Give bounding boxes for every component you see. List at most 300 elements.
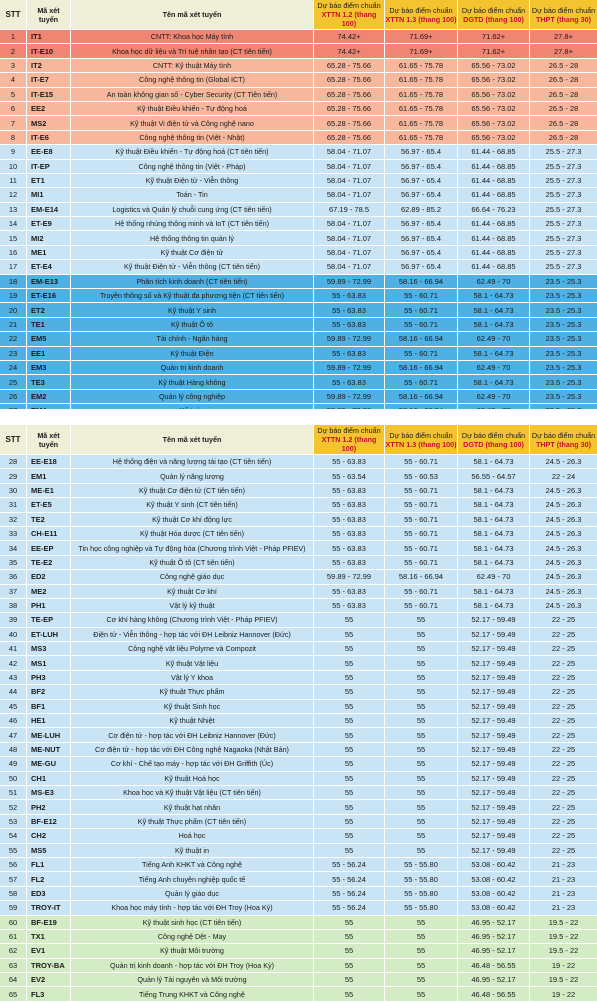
thpt-cell: 21 - 23 <box>530 887 597 901</box>
xttn-1-2-cell: 55 - 63.83 <box>314 484 385 498</box>
thpt-cell: 24.5 - 26.3 <box>530 484 597 498</box>
dgtd-cell: 46.48 - 56.55 <box>458 959 530 973</box>
thpt-cell: 24.5 - 26.3 <box>530 527 597 541</box>
table-row <box>0 656 597 670</box>
header-xttn-1-3-sublabel: XTTN 1.3 (thang 100) <box>385 14 457 24</box>
name-cell: Tài chính - Ngân hàng <box>71 332 314 346</box>
dgtd-cell: 62.49 - 70 <box>458 275 530 289</box>
name-cell: Kỹ thuật hạt nhân <box>71 800 314 814</box>
name-cell: Tin học công nghiệp và Tự động hóa (Chương trình Việt - Pháp PFIEV) <box>71 541 314 555</box>
table-row <box>0 585 597 599</box>
thpt-cell: 22 - 25 <box>530 656 597 670</box>
thpt-cell: 19 - 22 <box>530 987 597 1001</box>
xttn-1-2-cell: 55 <box>314 829 385 843</box>
xttn-1-2-cell: 59.89 - 72.99 <box>314 390 385 404</box>
xttn-1-3-cell: 56.97 - 65.4 <box>385 145 458 159</box>
stt-cell: 9 <box>0 145 27 159</box>
xttn-1-3-cell: 61.65 - 75.78 <box>385 88 458 102</box>
name-cell: Kỹ thuật Hoá học <box>71 772 314 786</box>
xttn-1-3-cell: 55 - 60.71 <box>385 498 458 512</box>
stt-cell: 17 <box>0 260 27 274</box>
code-cell: EM-E13 <box>27 275 71 289</box>
thpt-cell: 23.5 - 25.3 <box>530 347 597 361</box>
code-cell: PH2 <box>27 800 71 814</box>
dgtd-cell: 65.56 - 73.02 <box>458 59 530 73</box>
stt-cell: 57 <box>0 872 27 886</box>
xttn-1-3-cell: 61.65 - 75.78 <box>385 59 458 73</box>
table-row <box>0 887 597 901</box>
dgtd-cell: 62.49 - 70 <box>458 390 530 404</box>
table-row <box>0 174 597 188</box>
dgtd-cell: 53.08 - 60.42 <box>458 887 530 901</box>
table-row <box>0 987 597 1001</box>
dgtd-cell: 58.1 - 64.73 <box>458 318 530 332</box>
name-cell: Kỹ thuật Điều khiển - Tự động hoá <box>71 102 314 116</box>
xttn-1-2-cell: 55 <box>314 844 385 858</box>
code-cell: EM3 <box>27 361 71 375</box>
name-cell: CNTT: Kỹ thuật Máy tính <box>71 59 314 73</box>
thpt-cell: 22 - 24 <box>530 469 597 483</box>
xttn-1-3-cell: 58.16 - 66.94 <box>385 275 458 289</box>
name-cell: Khoa học dữ liệu và Trí tuệ nhân tạo (CT tiên tiến) <box>71 44 314 58</box>
stt-cell: 25 <box>0 375 27 389</box>
name-cell: Kỹ thuật Điện tử - Viễn thông <box>71 174 314 188</box>
xttn-1-2-cell: 74.42+ <box>314 44 385 58</box>
header-forecast-label: Dự báo điểm chuẩn <box>389 5 453 15</box>
stt-cell: 60 <box>0 916 27 930</box>
stt-cell: 61 <box>0 930 27 944</box>
dgtd-cell: 56.55 - 64.57 <box>458 469 530 483</box>
code-cell: BF-E12 <box>27 815 71 829</box>
xttn-1-2-cell: 58.04 - 71.07 <box>314 217 385 231</box>
header-code: Mã xét tuyển <box>27 0 71 30</box>
table-row <box>0 944 597 958</box>
stt-cell: 43 <box>0 671 27 685</box>
table-row <box>0 289 597 303</box>
xttn-1-2-cell: 55 <box>314 714 385 728</box>
stt-cell: 45 <box>0 700 27 714</box>
xttn-1-3-cell: 55 <box>385 944 458 958</box>
table-separator <box>0 409 597 425</box>
xttn-1-2-cell: 55 - 63.83 <box>314 318 385 332</box>
xttn-1-2-cell: 55 - 63.83 <box>314 347 385 361</box>
dgtd-cell: 58.1 - 64.73 <box>458 527 530 541</box>
stt-cell: 5 <box>0 88 27 102</box>
xttn-1-3-cell: 55 <box>385 613 458 627</box>
table-row <box>0 484 597 498</box>
dgtd-cell: 61.44 - 68.85 <box>458 260 530 274</box>
table-header-row <box>0 425 597 455</box>
xttn-1-2-cell: 55 - 56.24 <box>314 887 385 901</box>
name-cell: Công nghệ Dệt - May <box>71 930 314 944</box>
xttn-1-2-cell: 59.89 - 72.99 <box>314 332 385 346</box>
table-row <box>0 116 597 130</box>
dgtd-cell: 52.17 - 59.49 <box>458 800 530 814</box>
header-xttn-1-3 <box>385 0 458 30</box>
dgtd-cell: 71.62+ <box>458 30 530 44</box>
dgtd-cell: 58.1 - 64.73 <box>458 498 530 512</box>
stt-cell: 8 <box>0 131 27 145</box>
xttn-1-3-cell: 55 <box>385 642 458 656</box>
xttn-1-3-cell: 55 <box>385 959 458 973</box>
xttn-1-3-cell: 58.16 - 66.94 <box>385 361 458 375</box>
thpt-cell: 24.5 - 26.3 <box>530 599 597 613</box>
stt-cell: 32 <box>0 513 27 527</box>
table-row <box>0 145 597 159</box>
name-cell: Tiếng Trung KHKT và Công nghệ <box>71 987 314 1001</box>
code-cell: EM2 <box>27 390 71 404</box>
table-row <box>0 844 597 858</box>
thpt-cell: 19.5 - 22 <box>530 944 597 958</box>
xttn-1-3-cell: 55 <box>385 743 458 757</box>
stt-cell: 41 <box>0 642 27 656</box>
dgtd-cell: 52.17 - 59.49 <box>458 743 530 757</box>
table-row <box>0 930 597 944</box>
xttn-1-3-cell: 55 <box>385 829 458 843</box>
code-cell: ED3 <box>27 887 71 901</box>
table-row <box>0 30 597 44</box>
thpt-cell: 24.5 - 26.3 <box>530 541 597 555</box>
stt-cell: 65 <box>0 987 27 1001</box>
stt-cell: 53 <box>0 815 27 829</box>
thpt-cell: 22 - 25 <box>530 829 597 843</box>
code-cell: ME2 <box>27 585 71 599</box>
name-cell: Toán - Tin <box>71 188 314 202</box>
xttn-1-3-cell: 55 <box>385 844 458 858</box>
code-cell: EV1 <box>27 944 71 958</box>
table-row <box>0 700 597 714</box>
dgtd-cell: 52.17 - 59.49 <box>458 656 530 670</box>
header-stt: STT <box>0 0 27 30</box>
stt-cell: 44 <box>0 685 27 699</box>
code-cell: EM-E14 <box>27 203 71 217</box>
xttn-1-2-cell: 58.04 - 71.07 <box>314 231 385 245</box>
dgtd-cell: 58.1 - 64.73 <box>458 347 530 361</box>
stt-cell: 24 <box>0 361 27 375</box>
header-stt: STT <box>0 425 27 455</box>
thpt-cell: 24.5 - 26.3 <box>530 498 597 512</box>
table-row <box>0 203 597 217</box>
name-cell: Quản lý Tài nguyên và Môi trường <box>71 973 314 987</box>
code-cell: ME-LUH <box>27 728 71 742</box>
xttn-1-3-cell: 55 - 60.71 <box>385 303 458 317</box>
thpt-cell: 24.5 - 26.3 <box>530 556 597 570</box>
stt-cell: 59 <box>0 901 27 915</box>
xttn-1-2-cell: 55 <box>314 800 385 814</box>
thpt-cell: 21 - 23 <box>530 901 597 915</box>
xttn-1-3-cell: 55 - 60.71 <box>385 375 458 389</box>
name-cell: Tiếng Anh chuyên nghiệp quốc tế <box>71 872 314 886</box>
dgtd-cell: 62.49 - 70 <box>458 570 530 584</box>
code-cell: EE-E18 <box>27 455 71 469</box>
code-cell: ME1 <box>27 246 71 260</box>
header-forecast-label: Dự báo điểm chuẩn <box>317 1 381 10</box>
dgtd-cell: 46.95 - 52.17 <box>458 930 530 944</box>
thpt-cell: 23.5 - 25.3 <box>530 390 597 404</box>
dgtd-cell: 53.08 - 60.42 <box>458 872 530 886</box>
xttn-1-3-cell: 55 <box>385 714 458 728</box>
stt-cell: 19 <box>0 289 27 303</box>
code-cell: MS1 <box>27 656 71 670</box>
name-cell: Kỹ thuật Y sinh <box>71 303 314 317</box>
code-cell: EV2 <box>27 973 71 987</box>
thpt-cell: 22 - 25 <box>530 772 597 786</box>
xttn-1-3-cell: 55 <box>385 973 458 987</box>
xttn-1-2-cell: 55 <box>314 930 385 944</box>
name-cell: Hệ thống thông tin quản lý <box>71 231 314 245</box>
xttn-1-2-cell: 58.04 - 71.07 <box>314 260 385 274</box>
stt-cell: 4 <box>0 73 27 87</box>
table-row <box>0 513 597 527</box>
name-cell: Cơ điện tử - hợp tác với ĐH Công nghệ Nagaoka (Nhật Bản) <box>71 743 314 757</box>
table-row <box>0 714 597 728</box>
xttn-1-2-cell: 58.04 - 71.07 <box>314 174 385 188</box>
dgtd-cell: 61.44 - 68.85 <box>458 188 530 202</box>
xttn-1-3-cell: 55 - 60.71 <box>385 455 458 469</box>
table-row <box>0 728 597 742</box>
thpt-cell: 26.5 - 28 <box>530 102 597 116</box>
dgtd-cell: 46.95 - 52.17 <box>458 944 530 958</box>
dgtd-cell: 58.1 - 64.73 <box>458 585 530 599</box>
xttn-1-3-cell: 55 <box>385 757 458 771</box>
code-cell: MS2 <box>27 116 71 130</box>
dgtd-cell: 61.44 - 68.85 <box>458 174 530 188</box>
stt-cell: 18 <box>0 275 27 289</box>
stt-cell: 54 <box>0 829 27 843</box>
thpt-cell: 27.8+ <box>530 44 597 58</box>
xttn-1-2-cell: 55 - 63.83 <box>314 599 385 613</box>
thpt-cell: 22 - 25 <box>530 714 597 728</box>
xttn-1-2-cell: 55 - 63.54 <box>314 469 385 483</box>
xttn-1-2-cell: 59.89 - 72.99 <box>314 361 385 375</box>
table-row <box>0 541 597 555</box>
xttn-1-2-cell: 55 <box>314 815 385 829</box>
table-row <box>0 613 597 627</box>
table-row <box>0 318 597 332</box>
xttn-1-2-cell: 55 - 63.83 <box>314 289 385 303</box>
xttn-1-3-cell: 55 <box>385 930 458 944</box>
name-cell: Kỹ thuật Cơ khí động lực <box>71 513 314 527</box>
stt-cell: 31 <box>0 498 27 512</box>
name-cell: Công nghệ thông tin (Global ICT) <box>71 73 314 87</box>
xttn-1-3-cell: 55 - 60.71 <box>385 318 458 332</box>
dgtd-cell: 58.1 - 64.73 <box>458 556 530 570</box>
name-cell: Khoa học và Kỹ thuật Vật liệu (CT tiên tiến) <box>71 786 314 800</box>
dgtd-cell: 65.56 - 73.02 <box>458 131 530 145</box>
dgtd-cell: 53.08 - 60.42 <box>458 858 530 872</box>
dgtd-cell: 52.17 - 59.49 <box>458 714 530 728</box>
table-row <box>0 231 597 245</box>
table-row <box>0 347 597 361</box>
name-cell: Công nghệ thông tin (Việt - Pháp) <box>71 160 314 174</box>
name-cell: Quản lý năng lượng <box>71 469 314 483</box>
stt-cell: 48 <box>0 743 27 757</box>
dgtd-cell: 46.95 - 52.17 <box>458 973 530 987</box>
dgtd-cell: 52.17 - 59.49 <box>458 728 530 742</box>
xttn-1-2-cell: 55 - 56.24 <box>314 901 385 915</box>
xttn-1-2-cell: 55 - 56.24 <box>314 872 385 886</box>
code-cell: ME-NUT <box>27 743 71 757</box>
table-row <box>0 570 597 584</box>
code-cell: MI1 <box>27 188 71 202</box>
dgtd-cell: 52.17 - 59.49 <box>458 829 530 843</box>
stt-cell: 37 <box>0 585 27 599</box>
header-thpt <box>530 0 597 30</box>
xttn-1-2-cell: 65.28 - 75.66 <box>314 116 385 130</box>
thpt-cell: 22 - 25 <box>530 613 597 627</box>
table-row <box>0 671 597 685</box>
header-forecast-label: Dự báo điểm chuẩn <box>389 430 453 440</box>
xttn-1-3-cell: 56.97 - 65.4 <box>385 231 458 245</box>
table-row <box>0 59 597 73</box>
dgtd-cell: 61.44 - 68.85 <box>458 231 530 245</box>
code-cell: IT-EP <box>27 160 71 174</box>
name-cell: Hoá học <box>71 829 314 843</box>
thpt-cell: 21 - 23 <box>530 858 597 872</box>
xttn-1-2-cell: 65.28 - 75.66 <box>314 59 385 73</box>
thpt-cell: 22 - 25 <box>530 815 597 829</box>
dgtd-cell: 46.48 - 56.55 <box>458 987 530 1001</box>
thpt-cell: 22 - 25 <box>530 743 597 757</box>
header-forecast-label: Dự báo điểm chuẩn <box>531 430 596 440</box>
xttn-1-3-cell: 56.97 - 65.4 <box>385 174 458 188</box>
name-cell: Hệ thống nhúng thông minh và IoT (CT tiên tiến) <box>71 217 314 231</box>
stt-cell: 63 <box>0 959 27 973</box>
code-cell: BF-E19 <box>27 916 71 930</box>
dgtd-cell: 52.17 - 59.49 <box>458 613 530 627</box>
code-cell: MI2 <box>27 231 71 245</box>
xttn-1-3-cell: 61.65 - 75.78 <box>385 131 458 145</box>
thpt-cell: 25.5 - 27.3 <box>530 260 597 274</box>
thpt-cell: 24.5 - 26.3 <box>530 455 597 469</box>
code-cell: EE-E8 <box>27 145 71 159</box>
xttn-1-2-cell: 65.28 - 75.66 <box>314 102 385 116</box>
header-dgtd <box>458 425 530 455</box>
table-row <box>0 800 597 814</box>
table-row <box>0 498 597 512</box>
table-row <box>0 829 597 843</box>
dgtd-cell: 52.17 - 59.49 <box>458 685 530 699</box>
xttn-1-3-cell: 55 - 60.71 <box>385 541 458 555</box>
name-cell: Cơ khí hàng không (Chương trình Việt - Pháp PFIEV) <box>71 613 314 627</box>
dgtd-cell: 62.49 - 70 <box>458 332 530 346</box>
xttn-1-3-cell: 56.97 - 65.4 <box>385 260 458 274</box>
table-row <box>0 959 597 973</box>
code-cell: ME-GU <box>27 757 71 771</box>
stt-cell: 29 <box>0 469 27 483</box>
thpt-cell: 23.5 - 25.3 <box>530 275 597 289</box>
stt-cell: 38 <box>0 599 27 613</box>
xttn-1-2-cell: 55 - 63.83 <box>314 541 385 555</box>
code-cell: PH3 <box>27 671 71 685</box>
table-row <box>0 361 597 375</box>
xttn-1-2-cell: 74.42+ <box>314 30 385 44</box>
code-cell: BF2 <box>27 685 71 699</box>
xttn-1-3-cell: 55 - 55.80 <box>385 887 458 901</box>
xttn-1-2-cell: 55 <box>314 628 385 642</box>
code-cell: IT1 <box>27 30 71 44</box>
code-cell: FL1 <box>27 858 71 872</box>
dgtd-cell: 52.17 - 59.49 <box>458 786 530 800</box>
name-cell: Công nghệ thông tin (Việt - Nhật) <box>71 131 314 145</box>
name-cell: Kỹ thuật sinh học (CT tiên tiến) <box>71 916 314 930</box>
dgtd-cell: 65.56 - 73.02 <box>458 73 530 87</box>
header-xttn-1-2 <box>314 425 385 455</box>
thpt-cell: 25.5 - 27.3 <box>530 217 597 231</box>
dgtd-cell: 53.08 - 60.42 <box>458 901 530 915</box>
stt-cell: 10 <box>0 160 27 174</box>
xttn-1-3-cell: 55 - 55.80 <box>385 872 458 886</box>
table-row <box>0 685 597 699</box>
thpt-cell: 22 - 25 <box>530 844 597 858</box>
thpt-cell: 23.5 - 25.3 <box>530 318 597 332</box>
table-row <box>0 743 597 757</box>
xttn-1-2-cell: 59.89 - 72.99 <box>314 275 385 289</box>
xttn-1-3-cell: 55 <box>385 987 458 1001</box>
header-dgtd-sublabel: DGTD (thang 100) <box>463 439 524 449</box>
dgtd-cell: 52.17 - 59.49 <box>458 642 530 656</box>
xttn-1-3-cell: 56.97 - 65.4 <box>385 246 458 260</box>
xttn-1-3-cell: 55 <box>385 700 458 714</box>
code-cell: TE1 <box>27 318 71 332</box>
stt-cell: 12 <box>0 188 27 202</box>
stt-cell: 11 <box>0 174 27 188</box>
stt-cell: 49 <box>0 757 27 771</box>
name-cell: Kỹ thuật Điện tử - Viễn thông (CT tiên tiến) <box>71 260 314 274</box>
dgtd-cell: 58.1 - 64.73 <box>458 303 530 317</box>
xttn-1-3-cell: 61.65 - 75.78 <box>385 73 458 87</box>
xttn-1-2-cell: 55 <box>314 671 385 685</box>
xttn-1-2-cell: 55 <box>314 973 385 987</box>
xttn-1-2-cell: 55 <box>314 757 385 771</box>
code-cell: IT-E6 <box>27 131 71 145</box>
dgtd-cell: 52.17 - 59.49 <box>458 628 530 642</box>
table-row <box>0 88 597 102</box>
xttn-1-3-cell: 58.16 - 66.94 <box>385 570 458 584</box>
dgtd-cell: 52.17 - 59.49 <box>458 671 530 685</box>
header-forecast-label: Dự báo điểm chuẩn <box>531 5 596 15</box>
header-code: Mã xét tuyển <box>27 425 71 455</box>
name-cell: Quản lý công nghiệp <box>71 390 314 404</box>
dgtd-cell: 58.1 - 64.73 <box>458 599 530 613</box>
table-row <box>0 375 597 389</box>
table-row <box>0 275 597 289</box>
header-xttn-1-3 <box>385 425 458 455</box>
thpt-cell: 23.5 - 25.3 <box>530 361 597 375</box>
thpt-cell: 25.5 - 27.3 <box>530 188 597 202</box>
table-row <box>0 188 597 202</box>
header-thpt-sublabel: THPT (thang 30) <box>535 439 592 449</box>
name-cell: Cơ điện tử - hợp tác với ĐH Leibniz Hannover (Đức) <box>71 728 314 742</box>
header-xttn-1-2-sublabel: XTTN 1.2 (thang 100) <box>321 10 377 28</box>
thpt-cell: 22 - 25 <box>530 628 597 642</box>
xttn-1-2-cell: 55 <box>314 944 385 958</box>
code-cell: FL3 <box>27 987 71 1001</box>
header-forecast-label: Dự báo điểm chuẩn <box>461 430 526 440</box>
name-cell: Kỹ thuật Vật liệu <box>71 656 314 670</box>
name-cell: Công nghệ giáo dục <box>71 570 314 584</box>
xttn-1-2-cell: 55 - 63.83 <box>314 375 385 389</box>
thpt-cell: 22 - 25 <box>530 728 597 742</box>
table-header-row <box>0 0 597 30</box>
xttn-1-3-cell: 55 - 60.71 <box>385 289 458 303</box>
score-table-part-1 <box>0 0 597 419</box>
stt-cell: 62 <box>0 944 27 958</box>
name-cell: Kỹ thuật Hóa dược (CT tiên tiến) <box>71 527 314 541</box>
code-cell: ET-E16 <box>27 289 71 303</box>
dgtd-cell: 61.44 - 68.85 <box>458 160 530 174</box>
xttn-1-3-cell: 55 <box>385 800 458 814</box>
